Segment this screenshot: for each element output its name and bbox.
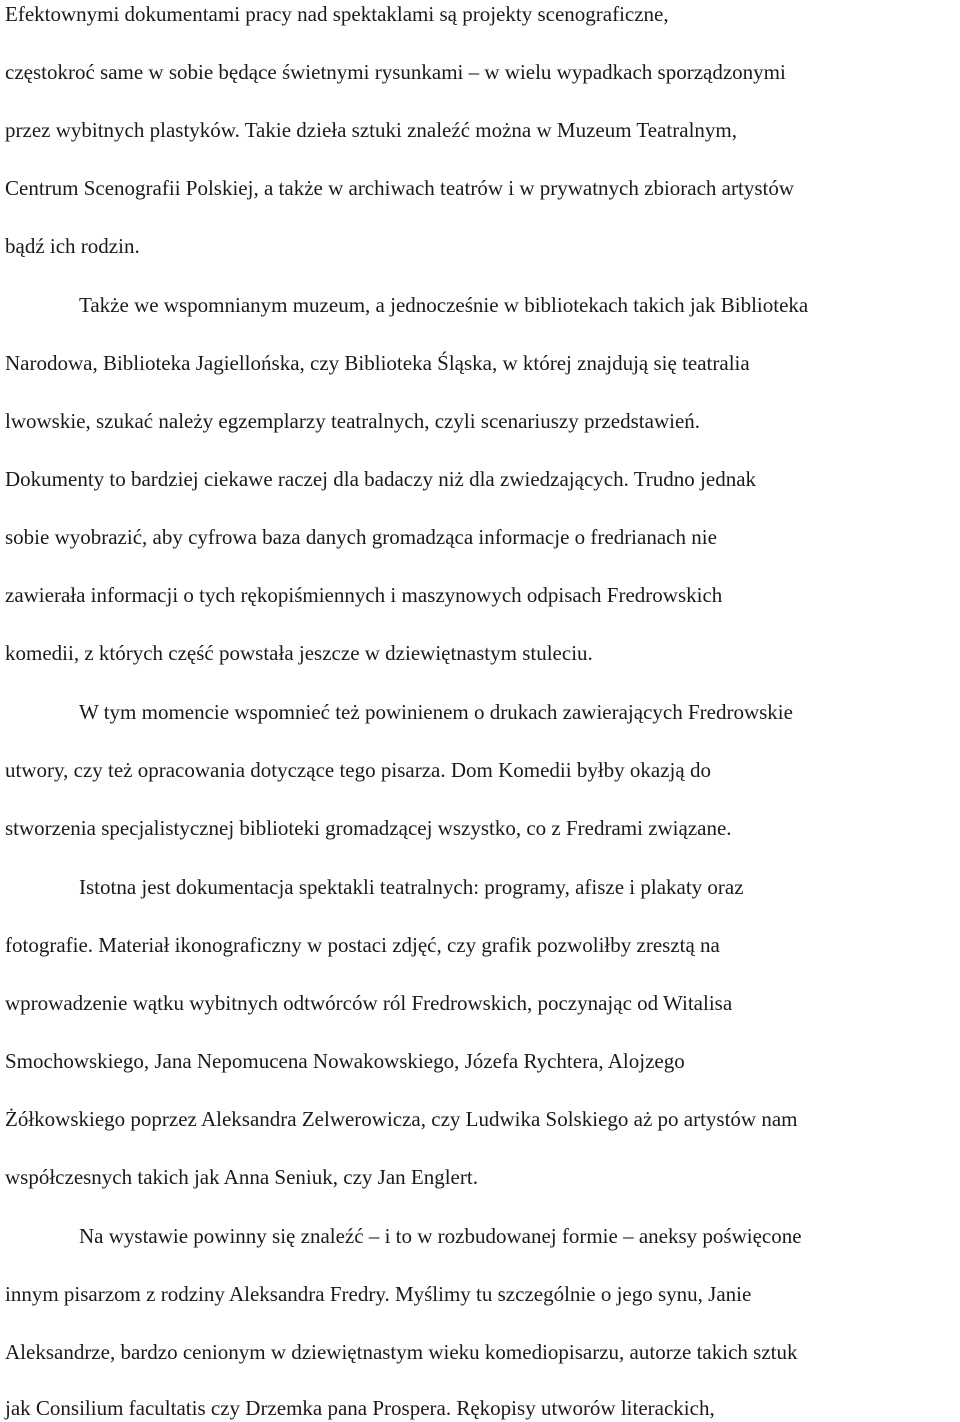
paragraph-first-line: Istotna jest dokumentacja spektakli teatralnych: programy, afisze i plakaty oraz (79, 875, 744, 899)
text-line: Dokumenty to bardziej ciekawe raczej dla badaczy niż dla zwiedzających. Trudno jednak (5, 467, 757, 491)
text-line: zawierała informacji o tych rękopiśmiennych i maszynowych odpisach Fredrowskich (5, 583, 723, 607)
paragraph-first-line: Także we wspomnianym muzeum, a jednocześnie w bibliotekach takich jak Biblioteka (79, 293, 809, 317)
paragraph-first-line: W tym momencie wspomnieć też powinienem o drukach zawierających Fredrowskie (79, 700, 793, 724)
text-line: utwory, czy też opracowania dotyczące tego pisarza. Dom Komedii byłby okazją do (5, 758, 711, 782)
text-line: wprowadzenie wątku wybitnych odtwórców ról Fredrowskich, poczynając od Witalisa (5, 991, 733, 1015)
text-line: Centrum Scenografii Polskiej, a także w archiwach teatrów i w prywatnych zbiorach artystów (5, 176, 794, 200)
text-line: bądź ich rodzin. (5, 234, 140, 258)
text-line: innym pisarzom z rodziny Aleksandra Fredry. Myślimy tu szczególnie o jego synu, Janie (5, 1282, 752, 1306)
text-line: jak Consilium facultatis czy Drzemka pana Prospera. Rękopisy utworów literackich, (5, 1396, 715, 1420)
text-line: Smochowskiego, Jana Nepomucena Nowakowskiego, Józefa Rychtera, Alojzego (5, 1049, 685, 1073)
paragraph-first-line: Na wystawie powinny się znaleźć – i to w rozbudowanej formie – aneksy poświęcone (79, 1224, 802, 1248)
text-line: fotografie. Materiał ikonograficzny w postaci zdjęć, czy grafik pozwoliłby zresztą na (5, 933, 720, 957)
text-line: lwowskie, szukać należy egzemplarzy teatralnych, czyli scenariuszy przedstawień. (5, 409, 701, 433)
text-line: częstokroć same w sobie będące świetnymi rysunkami – w wielu wypadkach sporządzonymi (5, 60, 786, 84)
text-line: sobie wyobrazić, aby cyfrowa baza danych gromadząca informacje o fredrianach nie (5, 525, 717, 549)
text-line: Żółkowskiego poprzez Aleksandra Zelwerowicza, czy Ludwika Solskiego aż po artystów nam (5, 1107, 798, 1131)
text-line: komedii, z których część powstała jeszcze w dziewiętnastym stuleciu. (5, 641, 593, 665)
text-line: Efektownymi dokumentami pracy nad spektaklami są projekty scenograficzne, (5, 2, 669, 26)
text-line: stworzenia specjalistycznej biblioteki gromadzącej wszystko, co z Fredrami związane. (5, 816, 732, 840)
text-line: Aleksandrze, bardzo cenionym w dziewiętnastym wieku komediopisarzu, autorze takich sztuk (5, 1340, 798, 1364)
text-line: przez wybitnych plastyków. Takie dzieła sztuki znaleźć można w Muzeum Teatralnym, (5, 118, 737, 142)
text-line: Narodowa, Biblioteka Jagiellońska, czy Biblioteka Śląska, w której znajdują się teatralia (5, 351, 750, 375)
text-line: współczesnych takich jak Anna Seniuk, czy Jan Englert. (5, 1165, 478, 1189)
